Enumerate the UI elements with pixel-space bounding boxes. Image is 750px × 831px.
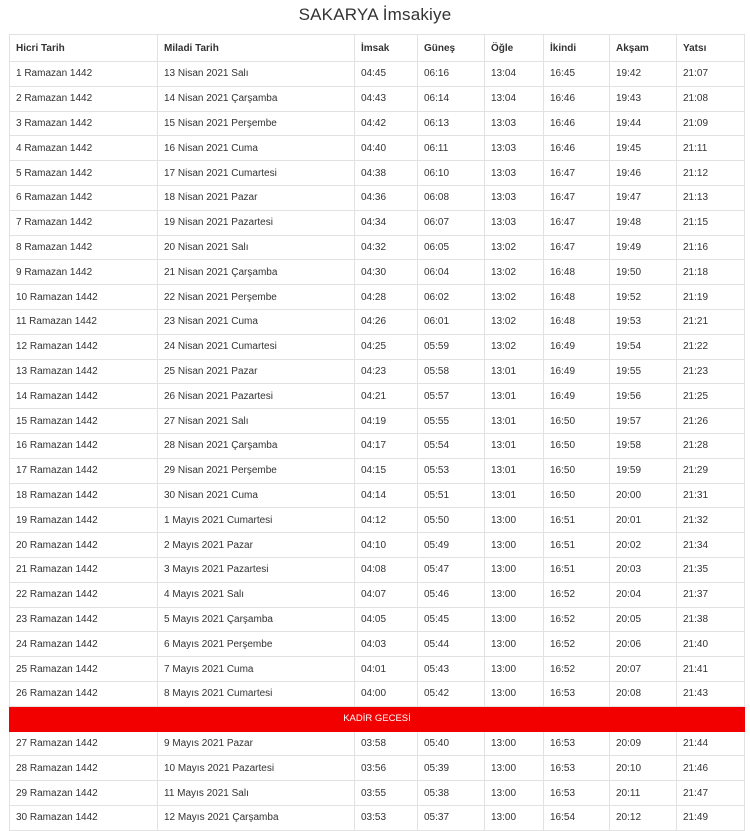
- table-row: [10, 235, 745, 260]
- ogle-cell: 13:00: [485, 805, 544, 830]
- miladi-tarih-cell: 12 Mayıs 2021 Çarşamba: [158, 805, 355, 830]
- hicri-tarih-cell: 28 Ramazan 1442: [10, 756, 158, 781]
- hicri-tarih-cell: 21 Ramazan 1442: [10, 557, 158, 582]
- yatsi-cell: 21:44: [677, 731, 745, 756]
- hicri-tarih-cell: 15 Ramazan 1442: [10, 409, 158, 434]
- ogle-cell: 13:00: [485, 632, 544, 657]
- hicri-tarih-cell: 25 Ramazan 1442: [10, 657, 158, 682]
- table-row: [10, 309, 745, 334]
- gunes-cell: 05:49: [418, 533, 485, 558]
- ogle-cell: 13:01: [485, 384, 544, 409]
- ogle-cell: 13:01: [485, 483, 544, 508]
- aksam-cell: 19:48: [610, 210, 677, 235]
- kadir-gecesi-label: KADİR GECESİ: [10, 706, 745, 731]
- column-header-ogle: Öğle: [485, 35, 544, 62]
- hicri-tarih-cell: 17 Ramazan 1442: [10, 458, 158, 483]
- gunes-cell: 06:02: [418, 285, 485, 310]
- gunes-cell: 06:01: [418, 309, 485, 334]
- ogle-cell: 13:02: [485, 285, 544, 310]
- yatsi-cell: 21:22: [677, 334, 745, 359]
- aksam-cell: 20:05: [610, 607, 677, 632]
- yatsi-cell: 21:40: [677, 632, 745, 657]
- aksam-cell: 20:11: [610, 781, 677, 806]
- table-row: [10, 756, 745, 781]
- aksam-cell: 19:50: [610, 260, 677, 285]
- yatsi-cell: 21:19: [677, 285, 745, 310]
- ikindi-cell: 16:48: [544, 285, 610, 310]
- imsak-cell: 03:58: [355, 731, 418, 756]
- hicri-tarih-cell: 3 Ramazan 1442: [10, 111, 158, 136]
- imsak-cell: 04:25: [355, 334, 418, 359]
- ogle-cell: 13:01: [485, 433, 544, 458]
- hicri-tarih-cell: 14 Ramazan 1442: [10, 384, 158, 409]
- hicri-tarih-cell: 4 Ramazan 1442: [10, 136, 158, 161]
- aksam-cell: 19:57: [610, 409, 677, 434]
- hicri-tarih-cell: 23 Ramazan 1442: [10, 607, 158, 632]
- ogle-cell: 13:00: [485, 657, 544, 682]
- hicri-tarih-cell: 13 Ramazan 1442: [10, 359, 158, 384]
- imsak-cell: 04:19: [355, 409, 418, 434]
- aksam-cell: 20:00: [610, 483, 677, 508]
- gunes-cell: 05:47: [418, 557, 485, 582]
- miladi-tarih-cell: 2 Mayıs 2021 Pazar: [158, 533, 355, 558]
- ikindi-cell: 16:48: [544, 309, 610, 334]
- table-row: [10, 681, 745, 706]
- aksam-cell: 19:58: [610, 433, 677, 458]
- gunes-cell: 05:54: [418, 433, 485, 458]
- table-row: [10, 557, 745, 582]
- ogle-cell: 13:00: [485, 533, 544, 558]
- ikindi-cell: 16:47: [544, 235, 610, 260]
- yatsi-cell: 21:09: [677, 111, 745, 136]
- aksam-cell: 20:12: [610, 805, 677, 830]
- column-header-hicri-tarih: Hicri Tarih: [10, 35, 158, 62]
- miladi-tarih-cell: 13 Nisan 2021 Salı: [158, 62, 355, 87]
- ikindi-cell: 16:49: [544, 384, 610, 409]
- miladi-tarih-cell: 25 Nisan 2021 Pazar: [158, 359, 355, 384]
- gunes-cell: 05:45: [418, 607, 485, 632]
- ogle-cell: 13:02: [485, 235, 544, 260]
- imsak-cell: 04:07: [355, 582, 418, 607]
- column-header-gunes: Güneş: [418, 35, 485, 62]
- ogle-cell: 13:00: [485, 781, 544, 806]
- yatsi-cell: 21:35: [677, 557, 745, 582]
- gunes-cell: 06:11: [418, 136, 485, 161]
- yatsi-cell: 21:38: [677, 607, 745, 632]
- page-title: SAKARYA İmsakiye: [298, 5, 452, 24]
- gunes-cell: 06:16: [418, 62, 485, 87]
- miladi-tarih-cell: 6 Mayıs 2021 Perşembe: [158, 632, 355, 657]
- yatsi-cell: 21:13: [677, 185, 745, 210]
- ikindi-cell: 16:51: [544, 533, 610, 558]
- ikindi-cell: 16:50: [544, 433, 610, 458]
- imsak-cell: 04:30: [355, 260, 418, 285]
- table-row: [10, 185, 745, 210]
- imsak-cell: 04:36: [355, 185, 418, 210]
- ikindi-cell: 16:46: [544, 136, 610, 161]
- imsak-cell: 04:40: [355, 136, 418, 161]
- ikindi-cell: 16:51: [544, 557, 610, 582]
- gunes-cell: 06:08: [418, 185, 485, 210]
- ogle-cell: 13:04: [485, 62, 544, 87]
- table-header-row: [10, 35, 745, 62]
- column-header-ikindi: İkindi: [544, 35, 610, 62]
- ogle-cell: 13:00: [485, 756, 544, 781]
- yatsi-cell: 21:46: [677, 756, 745, 781]
- ogle-cell: 13:03: [485, 161, 544, 186]
- gunes-cell: 05:59: [418, 334, 485, 359]
- yatsi-cell: 21:28: [677, 433, 745, 458]
- miladi-tarih-cell: 3 Mayıs 2021 Pazartesi: [158, 557, 355, 582]
- gunes-cell: 05:51: [418, 483, 485, 508]
- miladi-tarih-cell: 19 Nisan 2021 Pazartesi: [158, 210, 355, 235]
- miladi-tarih-cell: 30 Nisan 2021 Cuma: [158, 483, 355, 508]
- miladi-tarih-cell: 18 Nisan 2021 Pazar: [158, 185, 355, 210]
- aksam-cell: 19:43: [610, 86, 677, 111]
- gunes-cell: 05:57: [418, 384, 485, 409]
- gunes-cell: 05:42: [418, 681, 485, 706]
- column-header-aksam: Akşam: [610, 35, 677, 62]
- ogle-cell: 13:01: [485, 359, 544, 384]
- table-row: [10, 433, 745, 458]
- gunes-cell: 05:38: [418, 781, 485, 806]
- imsak-cell: 04:45: [355, 62, 418, 87]
- miladi-tarih-cell: 11 Mayıs 2021 Salı: [158, 781, 355, 806]
- hicri-tarih-cell: 30 Ramazan 1442: [10, 805, 158, 830]
- ikindi-cell: 16:50: [544, 409, 610, 434]
- table-row: [10, 607, 745, 632]
- table-row: [10, 657, 745, 682]
- ikindi-cell: 16:47: [544, 161, 610, 186]
- table-row: [10, 533, 745, 558]
- hicri-tarih-cell: 19 Ramazan 1442: [10, 508, 158, 533]
- imsak-cell: 04:15: [355, 458, 418, 483]
- miladi-tarih-cell: 20 Nisan 2021 Salı: [158, 235, 355, 260]
- miladi-tarih-cell: 21 Nisan 2021 Çarşamba: [158, 260, 355, 285]
- table-row: [10, 508, 745, 533]
- hicri-tarih-cell: 26 Ramazan 1442: [10, 681, 158, 706]
- aksam-cell: 20:09: [610, 731, 677, 756]
- yatsi-cell: 21:32: [677, 508, 745, 533]
- yatsi-cell: 21:41: [677, 657, 745, 682]
- hicri-tarih-cell: 27 Ramazan 1442: [10, 731, 158, 756]
- ogle-cell: 13:00: [485, 731, 544, 756]
- imsak-cell: 04:21: [355, 384, 418, 409]
- aksam-cell: 19:54: [610, 334, 677, 359]
- miladi-tarih-cell: 17 Nisan 2021 Cumartesi: [158, 161, 355, 186]
- ogle-cell: 13:02: [485, 260, 544, 285]
- gunes-cell: 05:43: [418, 657, 485, 682]
- miladi-tarih-cell: 24 Nisan 2021 Cumartesi: [158, 334, 355, 359]
- hicri-tarih-cell: 2 Ramazan 1442: [10, 86, 158, 111]
- imsak-cell: 04:26: [355, 309, 418, 334]
- gunes-cell: 05:37: [418, 805, 485, 830]
- gunes-cell: 06:10: [418, 161, 485, 186]
- gunes-cell: 06:07: [418, 210, 485, 235]
- gunes-cell: 06:14: [418, 86, 485, 111]
- table-row: [10, 781, 745, 806]
- ogle-cell: 13:01: [485, 458, 544, 483]
- ogle-cell: 13:00: [485, 582, 544, 607]
- aksam-cell: 20:06: [610, 632, 677, 657]
- aksam-cell: 19:55: [610, 359, 677, 384]
- hicri-tarih-cell: 24 Ramazan 1442: [10, 632, 158, 657]
- ikindi-cell: 16:52: [544, 607, 610, 632]
- ikindi-cell: 16:49: [544, 334, 610, 359]
- table-body: [10, 62, 745, 831]
- yatsi-cell: 21:37: [677, 582, 745, 607]
- yatsi-cell: 21:49: [677, 805, 745, 830]
- imsak-cell: 04:43: [355, 86, 418, 111]
- gunes-cell: 05:40: [418, 731, 485, 756]
- gunes-cell: 06:04: [418, 260, 485, 285]
- table-row: [10, 805, 745, 830]
- yatsi-cell: 21:43: [677, 681, 745, 706]
- ikindi-cell: 16:52: [544, 632, 610, 657]
- hicri-tarih-cell: 9 Ramazan 1442: [10, 260, 158, 285]
- miladi-tarih-cell: 23 Nisan 2021 Cuma: [158, 309, 355, 334]
- table-row: [10, 384, 745, 409]
- yatsi-cell: 21:25: [677, 384, 745, 409]
- table-row: [10, 582, 745, 607]
- gunes-cell: 05:39: [418, 756, 485, 781]
- yatsi-cell: 21:15: [677, 210, 745, 235]
- imsak-cell: 03:55: [355, 781, 418, 806]
- hicri-tarih-cell: 7 Ramazan 1442: [10, 210, 158, 235]
- aksam-cell: 19:49: [610, 235, 677, 260]
- imsak-cell: 04:42: [355, 111, 418, 136]
- ogle-cell: 13:03: [485, 185, 544, 210]
- miladi-tarih-cell: 9 Mayıs 2021 Pazar: [158, 731, 355, 756]
- table-row: [10, 136, 745, 161]
- ogle-cell: 13:00: [485, 681, 544, 706]
- column-header-miladi-tarih: Miladi Tarih: [158, 35, 355, 62]
- aksam-cell: 20:07: [610, 657, 677, 682]
- ikindi-cell: 16:46: [544, 86, 610, 111]
- imsak-cell: 04:38: [355, 161, 418, 186]
- miladi-tarih-cell: 16 Nisan 2021 Cuma: [158, 136, 355, 161]
- imsak-cell: 04:03: [355, 632, 418, 657]
- aksam-cell: 19:46: [610, 161, 677, 186]
- table-row: [10, 483, 745, 508]
- table-row: [10, 632, 745, 657]
- ikindi-cell: 16:45: [544, 62, 610, 87]
- hicri-tarih-cell: 11 Ramazan 1442: [10, 309, 158, 334]
- hicri-tarih-cell: 16 Ramazan 1442: [10, 433, 158, 458]
- imsak-cell: 04:01: [355, 657, 418, 682]
- ikindi-cell: 16:49: [544, 359, 610, 384]
- gunes-cell: 05:53: [418, 458, 485, 483]
- aksam-cell: 19:52: [610, 285, 677, 310]
- yatsi-cell: 21:12: [677, 161, 745, 186]
- hicri-tarih-cell: 29 Ramazan 1442: [10, 781, 158, 806]
- hicri-tarih-cell: 12 Ramazan 1442: [10, 334, 158, 359]
- miladi-tarih-cell: 15 Nisan 2021 Perşembe: [158, 111, 355, 136]
- ogle-cell: 13:00: [485, 557, 544, 582]
- imsak-cell: 03:53: [355, 805, 418, 830]
- imsak-cell: 04:17: [355, 433, 418, 458]
- miladi-tarih-cell: 22 Nisan 2021 Perşembe: [158, 285, 355, 310]
- aksam-cell: 19:53: [610, 309, 677, 334]
- table-row: [10, 111, 745, 136]
- gunes-cell: 06:13: [418, 111, 485, 136]
- table-row: [10, 334, 745, 359]
- table-row: [10, 285, 745, 310]
- yatsi-cell: 21:18: [677, 260, 745, 285]
- ikindi-cell: 16:52: [544, 582, 610, 607]
- imsak-cell: 03:56: [355, 756, 418, 781]
- imsak-cell: 04:10: [355, 533, 418, 558]
- column-header-imsak: İmsak: [355, 35, 418, 62]
- column-header-yatsi: Yatsı: [677, 35, 745, 62]
- ikindi-cell: 16:47: [544, 210, 610, 235]
- ikindi-cell: 16:53: [544, 681, 610, 706]
- hicri-tarih-cell: 8 Ramazan 1442: [10, 235, 158, 260]
- aksam-cell: 19:42: [610, 62, 677, 87]
- yatsi-cell: 21:31: [677, 483, 745, 508]
- miladi-tarih-cell: 8 Mayıs 2021 Cumartesi: [158, 681, 355, 706]
- ikindi-cell: 16:53: [544, 756, 610, 781]
- table-row: [10, 458, 745, 483]
- gunes-cell: 05:55: [418, 409, 485, 434]
- miladi-tarih-cell: 10 Mayıs 2021 Pazartesi: [158, 756, 355, 781]
- yatsi-cell: 21:29: [677, 458, 745, 483]
- ogle-cell: 13:00: [485, 508, 544, 533]
- aksam-cell: 20:01: [610, 508, 677, 533]
- ikindi-cell: 16:52: [544, 657, 610, 682]
- ikindi-cell: 16:51: [544, 508, 610, 533]
- ikindi-cell: 16:50: [544, 483, 610, 508]
- miladi-tarih-cell: 29 Nisan 2021 Perşembe: [158, 458, 355, 483]
- yatsi-cell: 21:11: [677, 136, 745, 161]
- ikindi-cell: 16:53: [544, 731, 610, 756]
- miladi-tarih-cell: 1 Mayıs 2021 Cumartesi: [158, 508, 355, 533]
- ogle-cell: 13:04: [485, 86, 544, 111]
- aksam-cell: 19:47: [610, 185, 677, 210]
- aksam-cell: 20:10: [610, 756, 677, 781]
- aksam-cell: 20:04: [610, 582, 677, 607]
- ogle-cell: 13:03: [485, 111, 544, 136]
- imsak-cell: 04:32: [355, 235, 418, 260]
- hicri-tarih-cell: 20 Ramazan 1442: [10, 533, 158, 558]
- miladi-tarih-cell: 27 Nisan 2021 Salı: [158, 409, 355, 434]
- ogle-cell: 13:03: [485, 210, 544, 235]
- imsak-cell: 04:05: [355, 607, 418, 632]
- hicri-tarih-cell: 18 Ramazan 1442: [10, 483, 158, 508]
- table-row: [10, 260, 745, 285]
- miladi-tarih-cell: 5 Mayıs 2021 Çarşamba: [158, 607, 355, 632]
- imsak-cell: 04:34: [355, 210, 418, 235]
- table-row: [10, 161, 745, 186]
- imsakiye-table: [9, 34, 745, 831]
- gunes-cell: 05:50: [418, 508, 485, 533]
- aksam-cell: 19:45: [610, 136, 677, 161]
- yatsi-cell: 21:16: [677, 235, 745, 260]
- yatsi-cell: 21:07: [677, 62, 745, 87]
- table-row: [10, 86, 745, 111]
- imsak-cell: 04:23: [355, 359, 418, 384]
- aksam-cell: 19:44: [610, 111, 677, 136]
- table-row: [10, 359, 745, 384]
- yatsi-cell: 21:34: [677, 533, 745, 558]
- imsak-cell: 04:12: [355, 508, 418, 533]
- table-row: [10, 62, 745, 87]
- ikindi-cell: 16:53: [544, 781, 610, 806]
- yatsi-cell: 21:23: [677, 359, 745, 384]
- yatsi-cell: 21:47: [677, 781, 745, 806]
- kadir-gecesi-row: [10, 706, 745, 731]
- aksam-cell: 19:56: [610, 384, 677, 409]
- miladi-tarih-cell: 4 Mayıs 2021 Salı: [158, 582, 355, 607]
- hicri-tarih-cell: 5 Ramazan 1442: [10, 161, 158, 186]
- yatsi-cell: 21:21: [677, 309, 745, 334]
- hicri-tarih-cell: 10 Ramazan 1442: [10, 285, 158, 310]
- table-row: [10, 731, 745, 756]
- ikindi-cell: 16:50: [544, 458, 610, 483]
- ogle-cell: 13:02: [485, 334, 544, 359]
- aksam-cell: 19:59: [610, 458, 677, 483]
- imsak-cell: 04:14: [355, 483, 418, 508]
- ikindi-cell: 16:48: [544, 260, 610, 285]
- gunes-cell: 05:44: [418, 632, 485, 657]
- ogle-cell: 13:00: [485, 607, 544, 632]
- yatsi-cell: 21:08: [677, 86, 745, 111]
- ogle-cell: 13:02: [485, 309, 544, 334]
- hicri-tarih-cell: 1 Ramazan 1442: [10, 62, 158, 87]
- yatsi-cell: 21:26: [677, 409, 745, 434]
- hicri-tarih-cell: 6 Ramazan 1442: [10, 185, 158, 210]
- miladi-tarih-cell: 7 Mayıs 2021 Cuma: [158, 657, 355, 682]
- aksam-cell: 20:02: [610, 533, 677, 558]
- aksam-cell: 20:08: [610, 681, 677, 706]
- miladi-tarih-cell: 26 Nisan 2021 Pazartesi: [158, 384, 355, 409]
- table-row: [10, 210, 745, 235]
- ikindi-cell: 16:47: [544, 185, 610, 210]
- gunes-cell: 06:05: [418, 235, 485, 260]
- aksam-cell: 20:03: [610, 557, 677, 582]
- ogle-cell: 13:01: [485, 409, 544, 434]
- hicri-tarih-cell: 22 Ramazan 1442: [10, 582, 158, 607]
- ikindi-cell: 16:46: [544, 111, 610, 136]
- ogle-cell: 13:03: [485, 136, 544, 161]
- miladi-tarih-cell: 14 Nisan 2021 Çarşamba: [158, 86, 355, 111]
- miladi-tarih-cell: 28 Nisan 2021 Çarşamba: [158, 433, 355, 458]
- table-row: [10, 409, 745, 434]
- ikindi-cell: 16:54: [544, 805, 610, 830]
- gunes-cell: 05:58: [418, 359, 485, 384]
- imsak-cell: 04:28: [355, 285, 418, 310]
- gunes-cell: 05:46: [418, 582, 485, 607]
- imsak-cell: 04:08: [355, 557, 418, 582]
- imsak-cell: 04:00: [355, 681, 418, 706]
